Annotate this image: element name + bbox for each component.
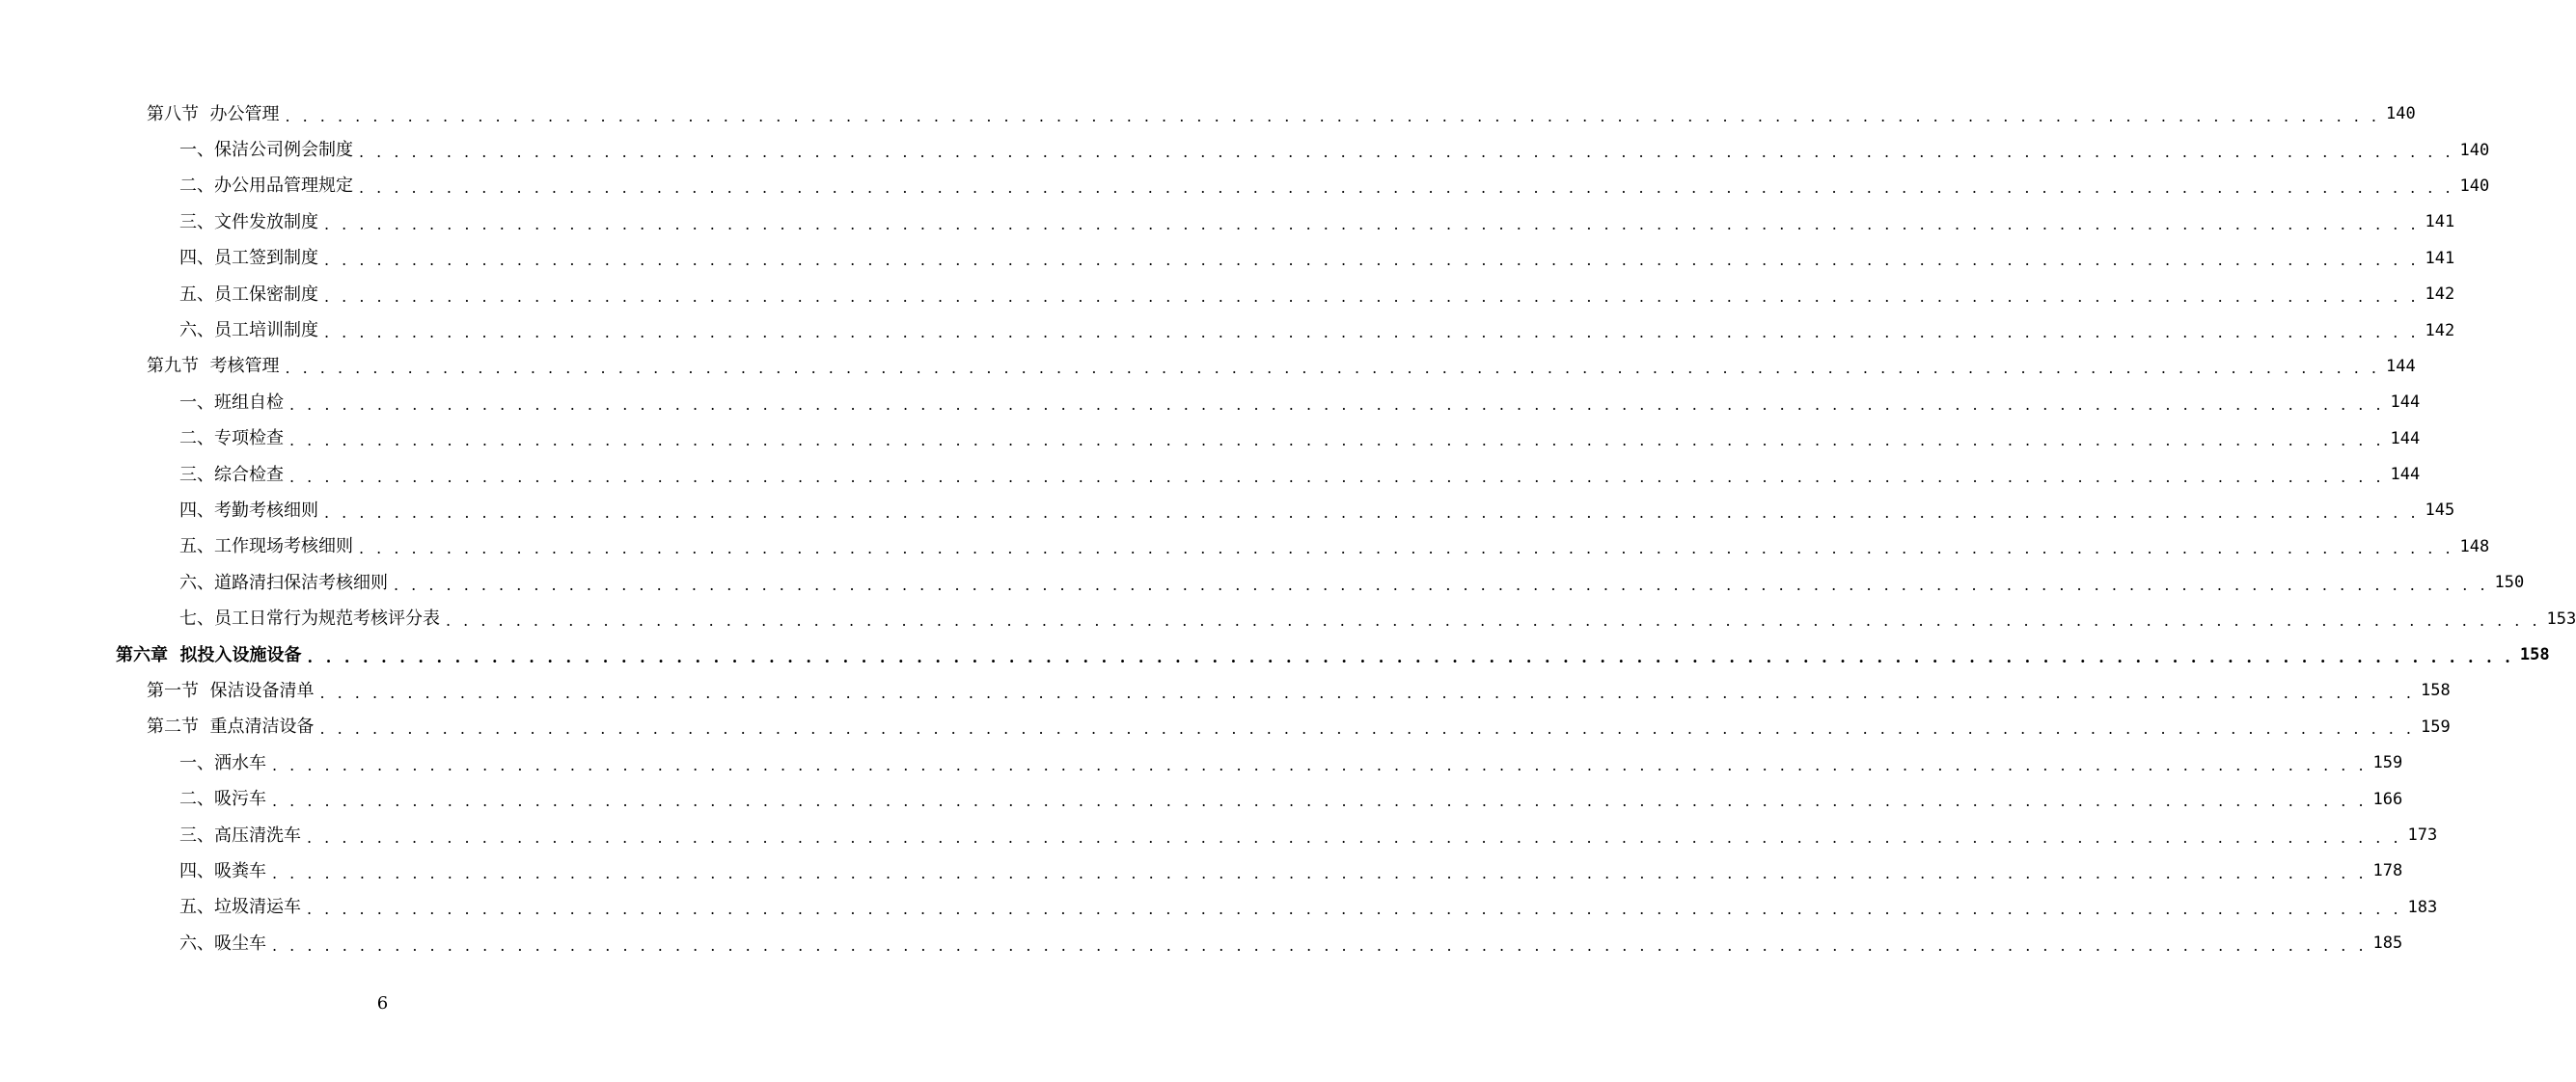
toc-entry-title: 五、员工保密制度	[179, 284, 318, 305]
toc-dot-leader: . . . . . . . . . . . . . . . . . . . . . . . . . . . . . . . . . . . . . . . . . . . . . . . . . . . . . . . . . . . . . . . . . . . . . . . . . . . . . . . . . . . . . . . . . . . . . . . . . . . . . . . . . . . . . . . . . . . . . . . .	[307, 827, 2402, 847]
toc-entry[interactable]	[0, 529, 2490, 565]
toc-dot-leader: . . . . . . . . . . . . . . . . . . . . . . . . . . . . . . . . . . . . . . . . . . . . . . . . . . . . . . . . . . . . . . . . . . . . . . . . . . . . . . . . . . . . . . . . . . . . . . . . . . . . . . . . . . . . . . . . . . . . . . . .	[446, 611, 2541, 631]
toc-entry-title: 四、考勤考核细则	[179, 500, 318, 521]
toc-entry[interactable]	[0, 241, 2455, 277]
toc-entry[interactable]	[0, 637, 2550, 673]
toc-dot-leader: . . . . . . . . . . . . . . . . . . . . . . . . . . . . . . . . . . . . . . . . . . . . . . . . . . . . . . . . . . . . . . . . . . . . . . . . . . . . . . . . . . . . . . . . . . . . . . . . . . . . . . . . . . . . . . . . . . . . . . . .	[285, 359, 2380, 378]
toc-entry-page: 148	[2459, 536, 2490, 556]
toc-entry[interactable]	[0, 745, 2403, 781]
toc-entry-title: 二、专项检查	[179, 428, 284, 449]
toc-dot-leader: . . . . . . . . . . . . . . . . . . . . . . . . . . . . . . . . . . . . . . . . . . . . . . . . . . . . . . . . . . . . . . . . . . . . . . . . . . . . . . . . . . . . . . . . . . . . . . . . . . . . . . . . . . . . . . . . . . . . . . . .	[289, 394, 2385, 414]
toc-dot-leader: . . . . . . . . . . . . . . . . . . . . . . . . . . . . . . . . . . . . . . . . . . . . . . . . . . . . . . . . . . . . . . . . . . . . . . . . . . . . . . . . . . . . . . . . . . . . . . . . . . . . . . . . . . . . . . . . . . . . . . . .	[324, 214, 2420, 233]
toc-entry[interactable]	[0, 601, 2576, 636]
toc-entry[interactable]	[0, 781, 2403, 817]
toc-entry-page: 173	[2407, 825, 2438, 845]
toc-entry[interactable]	[0, 96, 2416, 132]
toc-entry-title: 一、班组自检	[179, 392, 284, 413]
toc-entry[interactable]	[0, 493, 2455, 528]
toc-entry[interactable]	[0, 673, 2451, 709]
toc-dot-leader: . . . . . . . . . . . . . . . . . . . . . . . . . . . . . . . . . . . . . . . . . . . . . . . . . . . . . . . . . . . . . . . . . . . . . . . . . . . . . . . . . . . . . . . . . . . . . . . . . . . . . . . . . . . . . . . . . . . . . . . .	[319, 719, 2415, 739]
toc-entry[interactable]	[0, 818, 2438, 853]
toc-entry-title: 第一节 保洁设备清单	[147, 680, 315, 701]
toc-entry-page: 145	[2425, 500, 2455, 521]
toc-entry-page: 158	[2421, 681, 2451, 701]
toc-dot-leader: . . . . . . . . . . . . . . . . . . . . . . . . . . . . . . . . . . . . . . . . . . . . . . . . . . . . . . . . . . . . . . . . . . . . . . . . . . . . . . . . . . . . . . . . . . . . . . . . . . . . . . . . . . . . . . . . . . . . . . . .	[289, 431, 2385, 450]
toc-entry-title: 六、员工培训制度	[179, 320, 318, 341]
toc-entry-page: 140	[2459, 176, 2490, 196]
toc-entry-title: 第二节 重点清洁设备	[147, 717, 315, 738]
toc-dot-leader: . . . . . . . . . . . . . . . . . . . . . . . . . . . . . . . . . . . . . . . . . . . . . . . . . . . . . . . . . . . . . . . . . . . . . . . . . . . . . . . . . . . . . . . . . . . . . . . . . . . . . . . . . . . . . . . . . . . . . . . .	[324, 286, 2420, 306]
table-of-contents	[0, 96, 2576, 961]
toc-entry-page: 159	[2372, 753, 2403, 773]
toc-entry-title: 三、综合检查	[179, 464, 284, 485]
toc-entry[interactable]	[0, 169, 2490, 204]
toc-dot-leader: . . . . . . . . . . . . . . . . . . . . . . . . . . . . . . . . . . . . . . . . . . . . . . . . . . . . . . . . . . . . . . . . . . . . . . . . . . . . . . . . . . . . . . . . . . . . . . . . . . . . . . . . . . . . . . . . . . . . . . . .	[307, 647, 2514, 666]
toc-dot-leader: . . . . . . . . . . . . . . . . . . . . . . . . . . . . . . . . . . . . . . . . . . . . . . . . . . . . . . . . . . . . . . . . . . . . . . . . . . . . . . . . . . . . . . . . . . . . . . . . . . . . . . . . . . . . . . . . . . . . . . . .	[307, 900, 2402, 919]
toc-entry-page: 153	[2546, 609, 2576, 629]
toc-entry-page: 166	[2372, 789, 2403, 809]
toc-entry-title: 五、工作现场考核细则	[179, 536, 353, 557]
toc-dot-leader: . . . . . . . . . . . . . . . . . . . . . . . . . . . . . . . . . . . . . . . . . . . . . . . . . . . . . . . . . . . . . . . . . . . . . . . . . . . . . . . . . . . . . . . . . . . . . . . . . . . . . . . . . . . . . . . . . . . . . . . .	[272, 792, 2368, 811]
toc-entry-page: 140	[2459, 140, 2490, 160]
toc-entry[interactable]	[0, 277, 2455, 312]
toc-dot-leader: . . . . . . . . . . . . . . . . . . . . . . . . . . . . . . . . . . . . . . . . . . . . . . . . . . . . . . . . . . . . . . . . . . . . . . . . . . . . . . . . . . . . . . . . . . . . . . . . . . . . . . . . . . . . . . . . . . . . . . . .	[289, 467, 2385, 486]
toc-entry[interactable]	[0, 312, 2455, 348]
toc-entry-page: 144	[2390, 428, 2421, 448]
toc-entry[interactable]	[0, 132, 2490, 168]
toc-dot-leader: . . . . . . . . . . . . . . . . . . . . . . . . . . . . . . . . . . . . . . . . . . . . . . . . . . . . . . . . . . . . . . . . . . . . . . . . . . . . . . . . . . . . . . . . . . . . . . . . . . . . . . . . . . . . . . . . . . . . . . . .	[324, 502, 2420, 522]
toc-entry-title: 六、吸尘车	[179, 933, 266, 954]
toc-entry-page: 140	[2386, 104, 2416, 124]
page-number: 6	[376, 993, 389, 1014]
toc-entry[interactable]	[0, 349, 2416, 385]
toc-entry[interactable]	[0, 926, 2403, 961]
toc-dot-leader: . . . . . . . . . . . . . . . . . . . . . . . . . . . . . . . . . . . . . . . . . . . . . . . . . . . . . . . . . . . . . . . . . . . . . . . . . . . . . . . . . . . . . . . . . . . . . . . . . . . . . . . . . . . . . . . . . . . . . . . .	[359, 539, 2454, 558]
toc-entry-page: 142	[2425, 284, 2455, 305]
toc-entry-title: 一、洒水车	[179, 752, 266, 773]
toc-entry[interactable]	[0, 457, 2421, 493]
toc-entry-page: 178	[2372, 861, 2403, 881]
toc-entry[interactable]	[0, 421, 2421, 457]
toc-entry-page: 183	[2407, 897, 2438, 917]
toc-dot-leader: . . . . . . . . . . . . . . . . . . . . . . . . . . . . . . . . . . . . . . . . . . . . . . . . . . . . . . . . . . . . . . . . . . . . . . . . . . . . . . . . . . . . . . . . . . . . . . . . . . . . . . . . . . . . . . . . . . . . . . . .	[359, 178, 2454, 198]
toc-entry[interactable]	[0, 385, 2421, 420]
toc-entry-title: 三、高压清洗车	[179, 825, 301, 846]
toc-dot-leader: . . . . . . . . . . . . . . . . . . . . . . . . . . . . . . . . . . . . . . . . . . . . . . . . . . . . . . . . . . . . . . . . . . . . . . . . . . . . . . . . . . . . . . . . . . . . . . . . . . . . . . . . . . . . . . . . . . . . . . . .	[285, 106, 2380, 125]
toc-entry-title: 二、办公用品管理规定	[179, 176, 353, 197]
toc-entry-title: 第六章 拟投入设施设备	[116, 644, 302, 665]
toc-entry-page: 144	[2390, 392, 2421, 413]
toc-entry[interactable]	[0, 890, 2438, 926]
toc-dot-leader: . . . . . . . . . . . . . . . . . . . . . . . . . . . . . . . . . . . . . . . . . . . . . . . . . . . . . . . . . . . . . . . . . . . . . . . . . . . . . . . . . . . . . . . . . . . . . . . . . . . . . . . . . . . . . . . . . . . . . . . .	[359, 143, 2454, 162]
toc-entry-title: 四、吸粪车	[179, 860, 266, 881]
toc-entry-title: 三、文件发放制度	[179, 211, 318, 232]
toc-entry-title: 六、道路清扫保洁考核细则	[179, 572, 388, 593]
toc-entry-page: 159	[2421, 717, 2451, 737]
toc-dot-leader: . . . . . . . . . . . . . . . . . . . . . . . . . . . . . . . . . . . . . . . . . . . . . . . . . . . . . . . . . . . . . . . . . . . . . . . . . . . . . . . . . . . . . . . . . . . . . . . . . . . . . . . . . . . . . . . . . . . . . . . .	[394, 575, 2489, 594]
toc-entry-page: 144	[2386, 356, 2416, 376]
toc-entry-page: 150	[2494, 573, 2525, 593]
toc-entry[interactable]	[0, 853, 2403, 889]
toc-entry[interactable]	[0, 204, 2455, 240]
toc-entry-page: 141	[2425, 248, 2455, 268]
toc-entry-page: 185	[2372, 933, 2403, 954]
toc-entry-page: 141	[2425, 212, 2455, 232]
toc-dot-leader: . . . . . . . . . . . . . . . . . . . . . . . . . . . . . . . . . . . . . . . . . . . . . . . . . . . . . . . . . . . . . . . . . . . . . . . . . . . . . . . . . . . . . . . . . . . . . . . . . . . . . . . . . . . . . . . . . . . . . . . .	[272, 863, 2368, 882]
toc-dot-leader: . . . . . . . . . . . . . . . . . . . . . . . . . . . . . . . . . . . . . . . . . . . . . . . . . . . . . . . . . . . . . . . . . . . . . . . . . . . . . . . . . . . . . . . . . . . . . . . . . . . . . . . . . . . . . . . . . . . . . . . .	[324, 323, 2420, 342]
toc-entry-page: 158	[2519, 645, 2550, 665]
toc-entry-title: 四、员工签到制度	[179, 248, 318, 269]
toc-entry[interactable]	[0, 565, 2525, 601]
toc-entry-title: 第九节 考核管理	[147, 356, 280, 377]
toc-entry-title: 一、保洁公司例会制度	[179, 140, 353, 161]
toc-entry-page: 142	[2425, 320, 2455, 340]
toc-dot-leader: . . . . . . . . . . . . . . . . . . . . . . . . . . . . . . . . . . . . . . . . . . . . . . . . . . . . . . . . . . . . . . . . . . . . . . . . . . . . . . . . . . . . . . . . . . . . . . . . . . . . . . . . . . . . . . . . . . . . . . . .	[319, 683, 2415, 702]
toc-entry-title: 五、垃圾清运车	[179, 897, 301, 918]
toc-dot-leader: . . . . . . . . . . . . . . . . . . . . . . . . . . . . . . . . . . . . . . . . . . . . . . . . . . . . . . . . . . . . . . . . . . . . . . . . . . . . . . . . . . . . . . . . . . . . . . . . . . . . . . . . . . . . . . . . . . . . . . . .	[324, 251, 2420, 270]
toc-entry-page: 144	[2390, 465, 2421, 485]
toc-entry-title: 第八节 办公管理	[147, 103, 280, 124]
toc-entry-title: 二、吸污车	[179, 789, 266, 810]
toc-entry[interactable]	[0, 710, 2451, 745]
toc-dot-leader: . . . . . . . . . . . . . . . . . . . . . . . . . . . . . . . . . . . . . . . . . . . . . . . . . . . . . . . . . . . . . . . . . . . . . . . . . . . . . . . . . . . . . . . . . . . . . . . . . . . . . . . . . . . . . . . . . . . . . . . .	[272, 755, 2368, 774]
toc-dot-leader: . . . . . . . . . . . . . . . . . . . . . . . . . . . . . . . . . . . . . . . . . . . . . . . . . . . . . . . . . . . . . . . . . . . . . . . . . . . . . . . . . . . . . . . . . . . . . . . . . . . . . . . . . . . . . . . . . . . . . . . .	[272, 935, 2368, 955]
toc-entry-title: 七、员工日常行为规范考核评分表	[179, 609, 440, 630]
